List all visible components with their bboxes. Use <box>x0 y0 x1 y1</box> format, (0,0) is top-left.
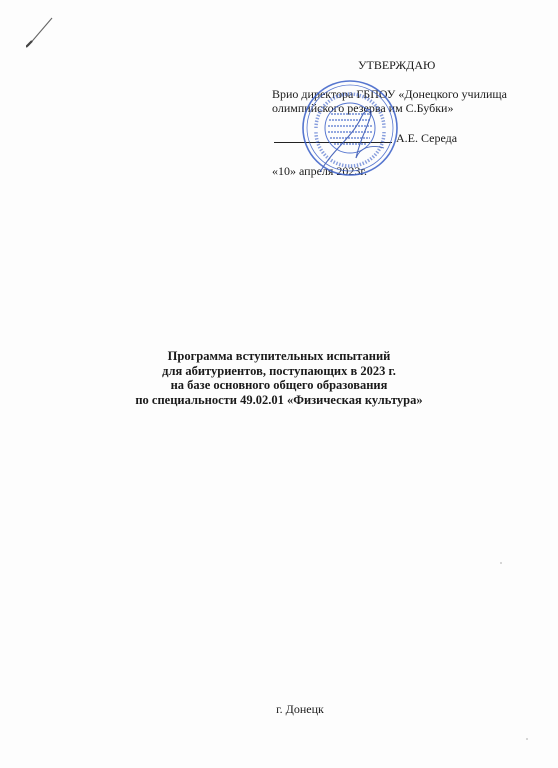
official-seal-icon <box>300 78 400 178</box>
program-title-line4: по специальности 49.02.01 «Физическая культура» <box>135 392 423 407</box>
signatory-name: А.Е. Середа <box>396 131 458 145</box>
scan-artifact <box>526 738 528 740</box>
city-footer: г. Донецк <box>276 702 324 716</box>
approval-date: «10» апреля 2023г. <box>272 164 367 178</box>
pen-mark-icon <box>26 14 56 48</box>
approval-position-line2: олимпийского резерва им С.Бубки» <box>272 101 454 115</box>
program-title <box>0 349 558 407</box>
program-title-line1: Программа вступительных испытаний <box>167 349 391 363</box>
program-title-line3: на базе основного общего образования <box>170 378 388 392</box>
program-title-line2: для абитуриентов, поступающих в 2023 г. <box>162 363 396 378</box>
approval-position-line1: Врио директора ГБПОУ «Донецкого училища <box>272 87 507 101</box>
approval-heading: УТВЕРЖДАЮ <box>358 58 436 72</box>
scan-artifact <box>500 562 502 564</box>
